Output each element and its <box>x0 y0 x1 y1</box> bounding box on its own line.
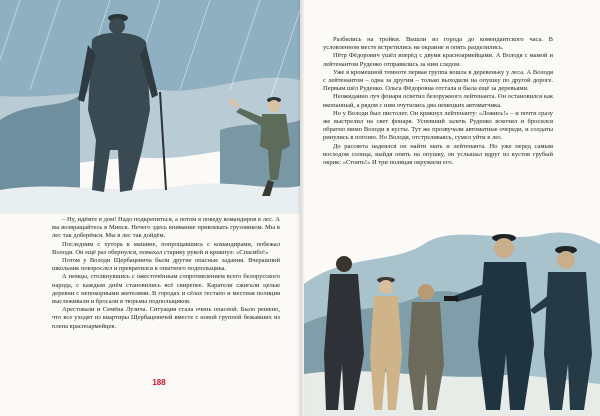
paragraph: Но у Володи был пистолет. Он крикнул лейтенанту: «Ложись!» – и почти сразу же выстрелил на свет фонаря. Успевший залечь Руденко вскочил и бросился обратно мимо Володи в кусты. Тут же прозвучали автоматные очереди, и солдаты ринулись в погоню. Но Володя, отстреливаясь, сумел уйти в лес. <box>323 109 553 142</box>
left-page-text <box>52 216 280 331</box>
paragraph: А немцы, столкнувшись с ожесточённым сопротивлением всего белорусского народа, с каждым днём становились всё свирепее. Каратели сжигали целые деревни с непокорными жителями. В городах и сёлах гестапо и местная полиция выслеживали и бросали в тюрьмы подпольщиков. <box>52 273 280 306</box>
paragraph: Арестовали и Семёна Лузича. Ситуация стала очень опасной. Было решено, что все уходят из квартиры Щербацевичей вместе с новой группой бежавших из плена красноармейцев. <box>52 306 280 330</box>
paragraph: Разбились на тройки. Вышли из города до комендантского часа. В условленном месте встретились на окраине и опять разделились. <box>323 36 553 52</box>
book-gutter <box>297 0 305 416</box>
paragraph: Последним с хутора к машине, попрощавшись с командирами, побежал Володя. Он ещё раз обернулся, помахал старику рукой и крикнул: «Спасибо!» <box>52 240 280 256</box>
paragraph: – Ну, идёмте в дом! Надо подкрепиться, а потом я поведу командиров в лес. А вы возвращайтесь в Минск. Нечего здесь внимание привлекать грузовиком. Мы в лес так доберёмся. Мы в лес так дойдём. <box>52 216 280 240</box>
paragraph: До рассвета надеялся он найти мать и лейтенанта. Но уже перед самым восходом солнца, выйдя опять на опушку, он услышал вдруг из кустов грубый окрик: «Стоять!» И три полицая окружили его. <box>323 142 553 167</box>
paragraph: Уже в кромешной темноте первая группа вошла в деревеньку у леса. А Володя с лейтенантом – одна за другим – только выходили на опушку по другой дороге. Первым шёл Руденко. Ольга Фёдоровна отстала и была ещё за деревьями. <box>323 68 553 93</box>
paragraph: Неожиданно луч фонаря осветил безоружного лейтенанта. Он остановился как вкопанный, а рядом с ним очутились два немецких автоматчика. <box>323 93 553 109</box>
paragraph: Потом у Володи Щербацевича были другие опасные задания. Вчерашний школьник повзрослел и превратился в опытного подпольщика. <box>52 257 280 273</box>
policeman-left-figure <box>324 256 364 410</box>
page-number: 188 <box>152 378 166 387</box>
paragraph: Пётр Фёдорович ушёл вперёд с двумя красноармейцами. А Володя с мамой и лейтенантом Руденко отправились за ним следом. <box>323 52 553 68</box>
illustration-police-arrest <box>304 214 600 416</box>
right-page-text <box>323 36 553 167</box>
illustration-rain-farewell <box>0 0 300 214</box>
